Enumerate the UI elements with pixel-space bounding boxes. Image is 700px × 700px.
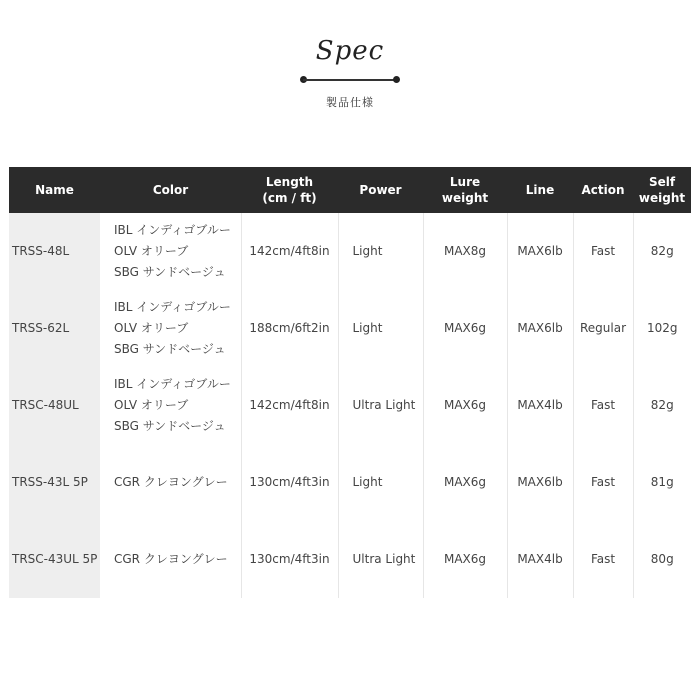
color-option: OLV オリーブ xyxy=(114,244,189,258)
cell-action: Fast xyxy=(573,213,633,290)
color-option: IBL インディゴブルー xyxy=(114,300,231,314)
color-option: CGR クレヨングレー xyxy=(114,475,228,489)
cell-line: MAX4lb xyxy=(507,521,573,598)
divider-line xyxy=(303,79,397,81)
cell-colors xyxy=(100,290,241,367)
cell-lure-weight: MAX6g xyxy=(423,444,507,521)
cell-lure-weight: MAX6g xyxy=(423,367,507,444)
divider-dot-right xyxy=(393,76,400,83)
header-lure-weight: Lure weight xyxy=(423,167,507,213)
table-header-row xyxy=(9,167,691,213)
cell-line: MAX6lb xyxy=(507,290,573,367)
header-length-line2: (cm / ft) xyxy=(262,191,317,205)
cell-length: 142cm/4ft8in xyxy=(241,367,338,444)
table-row xyxy=(9,290,691,367)
cell-colors xyxy=(100,213,241,290)
color-option: IBL インディゴブルー xyxy=(114,223,231,237)
cell-name: TRSS-62L xyxy=(9,290,100,367)
cell-power: Light xyxy=(338,213,423,290)
cell-action: Fast xyxy=(573,521,633,598)
cell-power: Light xyxy=(338,290,423,367)
header-line: Line xyxy=(507,167,573,213)
header-self-weight-line2: weight xyxy=(638,191,686,205)
cell-length: 130cm/4ft3in xyxy=(241,521,338,598)
table-row xyxy=(9,444,691,521)
cell-action: Fast xyxy=(573,444,633,521)
color-option: CGR クレヨングレー xyxy=(114,552,228,566)
title-divider xyxy=(300,76,400,84)
cell-colors xyxy=(100,444,241,521)
color-option: IBL インディゴブルー xyxy=(114,377,231,391)
color-option: OLV オリーブ xyxy=(114,321,189,335)
table-row xyxy=(9,367,691,444)
header-action: Action xyxy=(573,167,633,213)
header-length-line1: Length xyxy=(265,175,314,189)
cell-name: TRSS-48L xyxy=(9,213,100,290)
cell-name: TRSS-43L 5P xyxy=(9,444,100,521)
cell-length: 130cm/4ft3in xyxy=(241,444,338,521)
cell-colors xyxy=(100,521,241,598)
cell-lure-weight: MAX6g xyxy=(423,290,507,367)
color-option: SBG サンドベージュ xyxy=(114,419,226,433)
table-row xyxy=(9,521,691,598)
page-title: Spec xyxy=(315,36,385,66)
cell-line: MAX6lb xyxy=(507,444,573,521)
cell-self-weight: 82g xyxy=(650,398,674,412)
header-power: Power xyxy=(338,167,423,213)
cell-self-weight: 102g xyxy=(646,321,678,335)
cell-self-weight: 82g xyxy=(650,244,674,258)
cell-name: TRSC-43UL 5P xyxy=(9,521,100,598)
cell-lure-weight: MAX6g xyxy=(423,521,507,598)
cell-length: 188cm/6ft2in xyxy=(241,290,338,367)
color-option: SBG サンドベージュ xyxy=(114,342,226,356)
cell-colors xyxy=(100,367,241,444)
cell-lure-weight: MAX8g xyxy=(423,213,507,290)
spec-heading xyxy=(0,34,700,110)
header-length xyxy=(241,167,338,213)
header-self-weight xyxy=(633,167,691,213)
cell-self-weight: 81g xyxy=(650,475,674,489)
table-row xyxy=(9,213,691,290)
header-color: Color xyxy=(100,167,241,213)
header-self-weight-line1: Self xyxy=(648,175,676,189)
cell-line: MAX6lb xyxy=(507,213,573,290)
color-option: SBG サンドベージュ xyxy=(114,265,226,279)
cell-length: 142cm/4ft8in xyxy=(241,213,338,290)
header-name: Name xyxy=(9,167,100,213)
color-option: OLV オリーブ xyxy=(114,398,189,412)
cell-action: Fast xyxy=(573,367,633,444)
cell-action: Regular xyxy=(573,290,633,367)
cell-self-weight: 80g xyxy=(650,552,674,566)
cell-line: MAX4lb xyxy=(507,367,573,444)
page-subtitle: 製品仕様 xyxy=(326,96,374,109)
cell-power: Ultra Light xyxy=(338,367,423,444)
cell-power: Ultra Light xyxy=(338,521,423,598)
spec-table xyxy=(9,167,691,598)
cell-power: Light xyxy=(338,444,423,521)
cell-name: TRSC-48UL xyxy=(9,367,100,444)
